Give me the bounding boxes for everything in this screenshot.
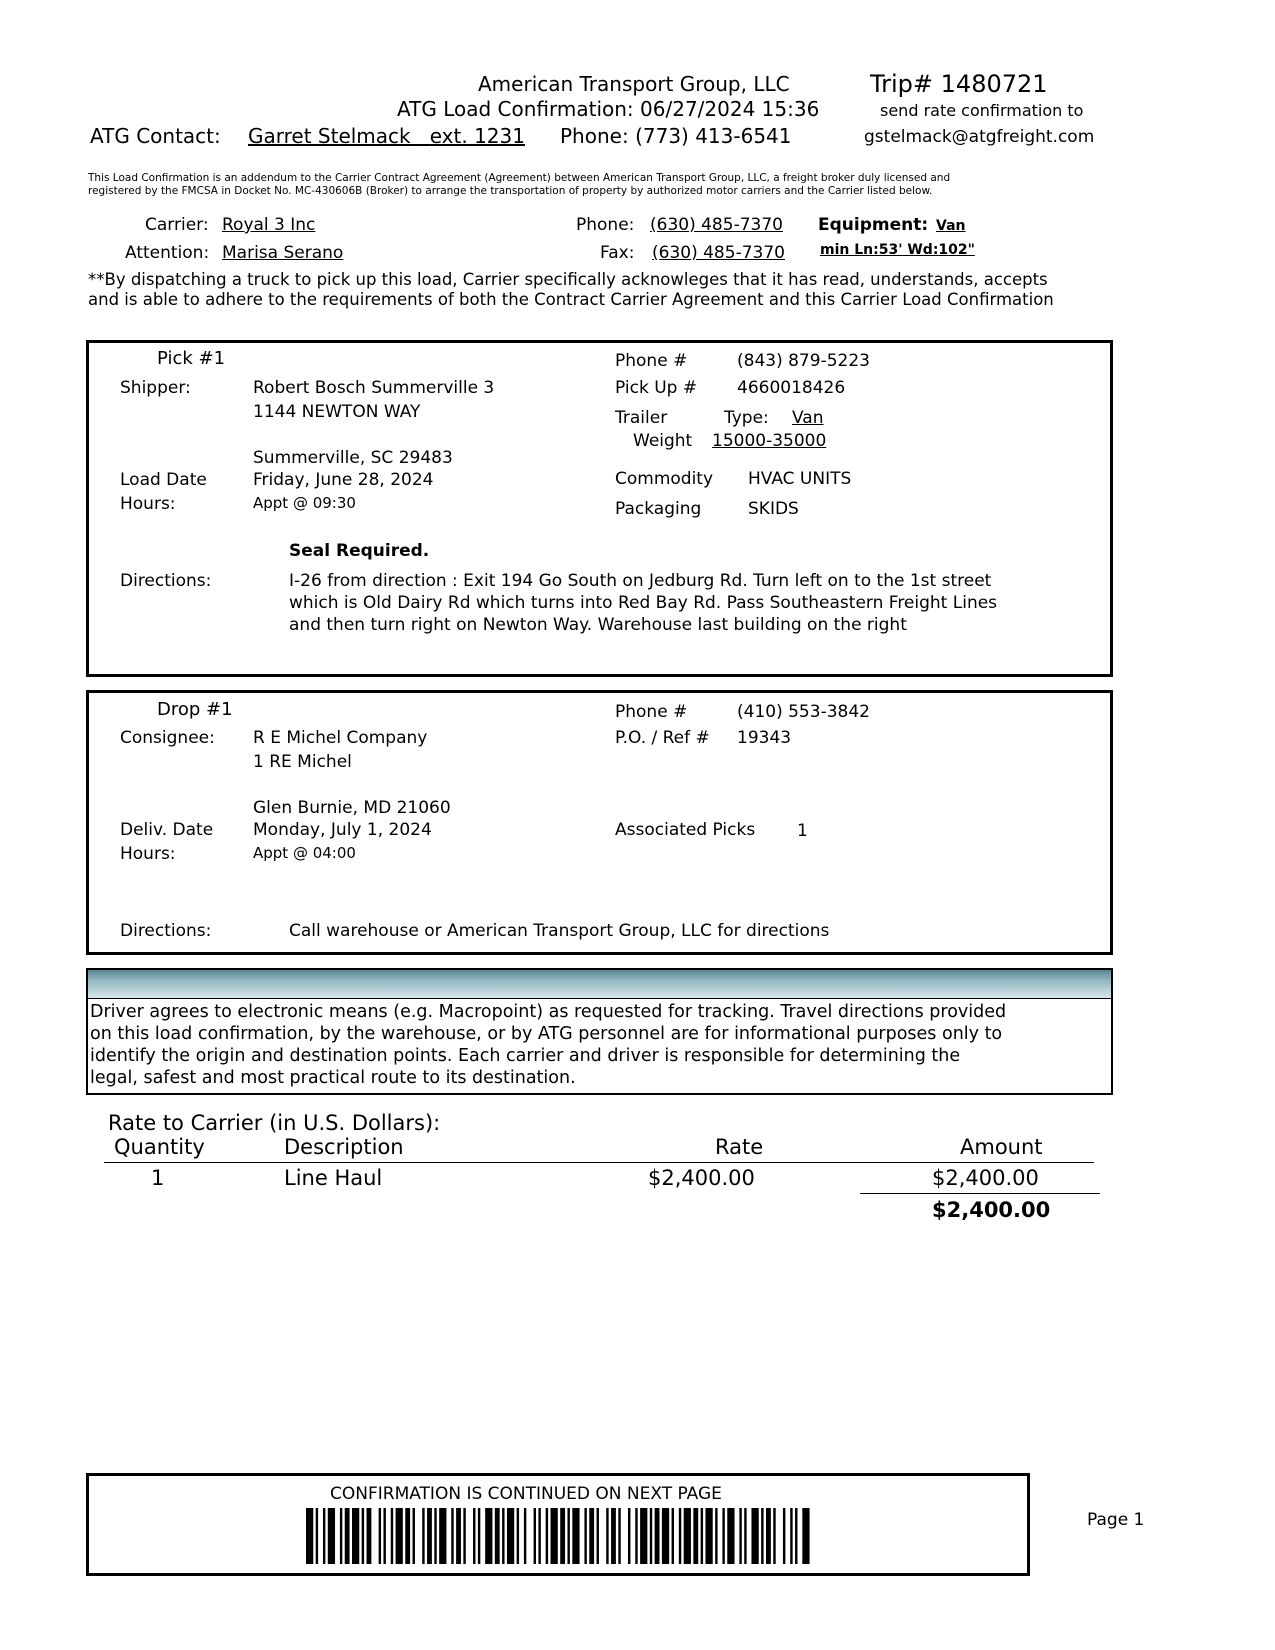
commodity-value: HVAC UNITS	[748, 469, 852, 489]
tracking-notice	[86, 968, 1113, 1095]
barcode-bar	[507, 1508, 514, 1564]
barcode-bar	[405, 1508, 410, 1564]
barcode-bar	[672, 1508, 674, 1564]
barcode-bar	[766, 1508, 771, 1564]
barcode-bar	[451, 1508, 453, 1564]
load-date: Friday, June 28, 2024	[253, 470, 434, 490]
barcode-bar	[751, 1508, 758, 1564]
barcode-bar	[795, 1508, 797, 1564]
barcode-bar	[572, 1508, 579, 1564]
rate-row-quantity: 1	[151, 1166, 165, 1190]
drop-directions: Call warehouse or American Transport Group, LLC for directions	[289, 921, 830, 941]
load-date-label: Load Date	[120, 470, 207, 490]
page-number: Page 1	[1087, 1510, 1145, 1530]
rate-header-amount: Amount	[960, 1135, 1043, 1159]
attention-name[interactable]: Marisa Serano	[222, 243, 344, 263]
rate-header-description: Description	[284, 1135, 404, 1159]
equipment-label: Equipment:	[818, 215, 929, 235]
trip-value: 1480721	[940, 70, 1048, 98]
consignee-name: R E Michel Company	[253, 728, 428, 748]
barcode-bar	[534, 1508, 536, 1564]
barcode-bar	[693, 1508, 698, 1564]
pick-hours: Appt @ 09:30	[253, 494, 356, 512]
carrier-phone[interactable]: (630) 485-7370	[650, 215, 783, 235]
barcode-bar	[739, 1508, 741, 1564]
barcode-bar	[485, 1508, 492, 1564]
barcode-bar	[606, 1508, 608, 1564]
pickup-number: 4660018426	[737, 378, 846, 398]
barcode-bar	[306, 1508, 313, 1564]
shipper-city: Summerville, SC 29483	[253, 448, 453, 468]
barcode-bar	[379, 1508, 381, 1564]
trip-number	[870, 70, 1048, 98]
packaging-value: SKIDS	[748, 499, 799, 519]
barcode-bar	[328, 1508, 335, 1564]
trailer-type-label: Type:	[724, 408, 769, 428]
barcode-bar	[352, 1508, 359, 1564]
barcode-bar	[323, 1508, 325, 1564]
barcode-bar	[701, 1508, 703, 1564]
drop-directions-label: Directions:	[120, 921, 212, 941]
drop-title: Drop #1	[157, 699, 233, 720]
barcode-bars	[306, 1508, 810, 1564]
trip-label: Trip#	[870, 70, 934, 98]
barcode-bar	[650, 1508, 652, 1564]
trailer-label: Trailer	[615, 408, 668, 428]
barcode-bar	[316, 1508, 318, 1564]
barcode-bar	[391, 1508, 393, 1564]
carrier-label: Carrier:	[145, 215, 209, 235]
barcode-bar	[684, 1508, 691, 1564]
notice-line1: Driver agrees to electronic means (e.g. Macropoint) as requested for tracking. Travel directions provided	[90, 1002, 1007, 1022]
barcode-bar	[456, 1508, 461, 1564]
barcode-bar	[362, 1508, 364, 1564]
barcode-bar	[517, 1508, 519, 1564]
weight-label: Weight	[633, 431, 693, 451]
barcode-bar	[589, 1508, 594, 1564]
barcode-bar	[434, 1508, 436, 1564]
pick-directions-line2: which is Old Dairy Rd which turns into Red Bay Rd. Pass Southeastern Freight Lines	[289, 593, 998, 613]
trailer-type: Van	[792, 408, 824, 428]
carrier-name[interactable]: Royal 3 Inc	[222, 215, 316, 235]
shipper-label: Shipper:	[120, 378, 191, 398]
barcode-bar	[367, 1508, 372, 1564]
pick-hours-label: Hours:	[120, 494, 176, 514]
associated-picks-value: 1	[797, 821, 808, 841]
seal-required: Seal Required.	[289, 541, 430, 561]
barcode-bar	[478, 1508, 480, 1564]
carrier-fax[interactable]: (630) 485-7370	[652, 243, 785, 263]
barcode-bar	[722, 1508, 724, 1564]
confirmation-label	[397, 97, 819, 121]
pick-directions-label: Directions:	[120, 571, 212, 591]
continued-text: CONFIRMATION IS CONTINUED ON NEXT PAGE	[330, 1484, 722, 1504]
contact-phone-value: (773) 413-6541	[635, 124, 792, 148]
rate-total-rule	[860, 1193, 1100, 1194]
po-ref-value: 19343	[737, 728, 792, 748]
barcode-bar	[502, 1508, 504, 1564]
drop-hours: Appt @ 04:00	[253, 844, 356, 862]
barcode-bar	[773, 1508, 775, 1564]
barcode-bar	[524, 1508, 526, 1564]
barcode-bar	[618, 1508, 620, 1564]
barcode	[304, 1508, 814, 1568]
shipper-name: Robert Bosch Summerville 3	[253, 378, 495, 398]
barcode-bar	[546, 1508, 548, 1564]
consignee-label: Consignee:	[120, 728, 215, 748]
send-rate-text: send rate confirmation to	[880, 101, 1084, 120]
pick-title: Pick #1	[157, 348, 226, 369]
rate-row-description: Line Haul	[284, 1166, 383, 1190]
consignee-city: Glen Burnie, MD 21060	[253, 798, 451, 818]
contact-phone	[560, 124, 792, 148]
notice-line4: legal, safest and most practical route to its destination.	[90, 1068, 576, 1088]
deliv-date: Monday, July 1, 2024	[253, 820, 432, 840]
barcode-bar	[396, 1508, 403, 1564]
rate-header-rate: Rate	[715, 1135, 764, 1159]
dispatch-line2: and is able to adhere to the requirements of both the Contract Carrier Agreement and this Carrier Load Confirmation	[88, 290, 1054, 309]
deliv-date-label: Deliv. Date	[120, 820, 214, 840]
confirmation-datetime: 06/27/2024 15:36	[640, 97, 820, 121]
rate-header-quantity: Quantity	[114, 1135, 205, 1159]
barcode-bar	[597, 1508, 599, 1564]
barcode-bar	[790, 1508, 792, 1564]
barcode-bar	[567, 1508, 569, 1564]
barcode-bar	[422, 1508, 424, 1564]
barcode-bar	[640, 1508, 647, 1564]
barcode-bar	[340, 1508, 342, 1564]
barcode-bar	[761, 1508, 763, 1564]
drop-phone-label: Phone #	[615, 702, 688, 722]
contact-phone-label: Phone:	[560, 124, 629, 148]
barcode-bar	[551, 1508, 558, 1564]
equipment-value: Van	[936, 218, 966, 234]
po-ref-label: P.O. / Ref #	[615, 728, 710, 748]
rate-row-rate: $2,400.00	[648, 1166, 755, 1190]
barcode-bar	[463, 1508, 465, 1564]
commodity-label: Commodity	[615, 469, 714, 489]
barcode-bar	[383, 1508, 385, 1564]
barcode-bar	[744, 1508, 746, 1564]
barcode-bar	[783, 1508, 785, 1564]
contact-name-text: Garret Stelmack	[248, 124, 411, 148]
carrier-fax-label: Fax:	[600, 243, 635, 263]
pick-phone-label: Phone #	[615, 351, 688, 371]
packaging-label: Packaging	[615, 499, 702, 519]
barcode-bar	[611, 1508, 616, 1564]
barcode-bar	[345, 1508, 350, 1564]
rate-title: Rate to Carrier (in U.S. Dollars):	[108, 1111, 441, 1135]
rate-total: $2,400.00	[932, 1198, 1051, 1222]
associated-picks-label: Associated Picks	[615, 820, 756, 840]
barcode-bar	[439, 1508, 446, 1564]
consignee-address: 1 RE Michel	[253, 752, 352, 772]
attention-label: Attention:	[125, 243, 210, 263]
barcode-bar	[662, 1508, 669, 1564]
email[interactable]: gstelmack@atgfreight.com	[864, 127, 1095, 147]
min-dimensions: min Ln:53' Wd:102"	[820, 242, 975, 258]
carrier-phone-label: Phone:	[576, 215, 635, 235]
barcode-bar	[413, 1508, 415, 1564]
company-name: American Transport Group, LLC	[478, 72, 790, 96]
barcode-bar	[705, 1508, 712, 1564]
barcode-bar	[495, 1508, 500, 1564]
notice-line3: identify the origin and destination points. Each carrier and driver is responsible for determining the	[90, 1046, 961, 1066]
barcode-bar	[473, 1508, 475, 1564]
barcode-bar	[679, 1508, 681, 1564]
rate-row-amount: $2,400.00	[932, 1166, 1039, 1190]
barcode-bar	[802, 1508, 809, 1564]
drop-phone: (410) 553-3842	[737, 702, 870, 722]
barcode-bar	[715, 1508, 717, 1564]
dispatch-line1: **By dispatching a truck to pick up this load, Carrier specifically acknowleges that it has read, understands, accepts	[88, 270, 1048, 289]
barcode-bar	[635, 1508, 637, 1564]
pick-phone: (843) 879-5223	[737, 351, 870, 371]
pick-directions-line3: and then turn right on Newton Way. Warehouse last building on the right	[289, 615, 907, 635]
contact-ext: ext. 1231	[429, 124, 525, 148]
contact-name[interactable]	[248, 124, 525, 148]
drop-section	[86, 690, 1113, 955]
barcode-bar	[538, 1508, 540, 1564]
barcode-bar	[560, 1508, 565, 1564]
shipper-address: 1144 NEWTON WAY	[253, 402, 421, 422]
pick-directions-line1: I-26 from direction : Exit 194 Go South on Jedburg Rd. Turn left on to the 1st street	[289, 571, 992, 591]
barcode-bar	[655, 1508, 660, 1564]
barcode-bar	[427, 1508, 432, 1564]
confirmation-label-text: ATG Load Confirmation:	[397, 97, 634, 121]
barcode-bar	[628, 1508, 630, 1564]
notice-header-bar	[88, 970, 1111, 999]
rate-header-rule	[104, 1162, 1094, 1163]
notice-line2: on this load confirmation, by the warehouse, or by ATG personnel are for informational purposes only to	[90, 1024, 1003, 1044]
weight-value: 15000-35000	[712, 431, 827, 451]
drop-hours-label: Hours:	[120, 844, 176, 864]
legal-text-line1: This Load Confirmation is an addendum to the Carrier Contract Agreement (Agreement) between American Transport Group, LLC, a freight broker duly licensed and	[88, 172, 951, 184]
legal-text-line2: registered by the FMCSA in Docket No. MC-430606B (Broker) to arrange the transportation of property by authorized motor carriers and the Carrier listed below.	[88, 185, 933, 197]
barcode-bar	[584, 1508, 586, 1564]
barcode-bar	[727, 1508, 734, 1564]
pickup-number-label: Pick Up #	[615, 378, 698, 398]
contact-label: ATG Contact:	[90, 124, 221, 148]
